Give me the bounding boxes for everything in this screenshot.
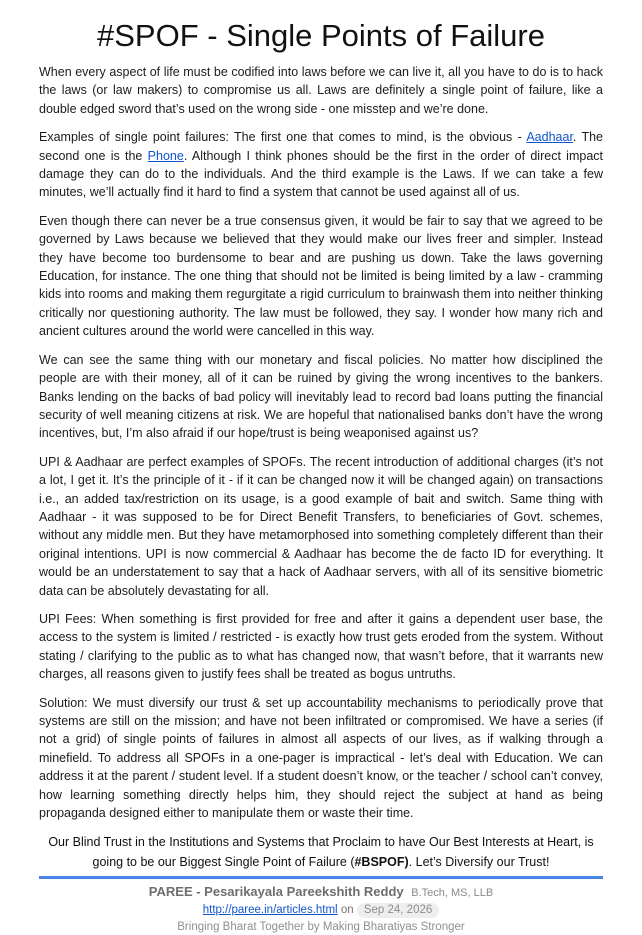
aadhaar-link[interactable]: Aadhaar — [526, 130, 573, 145]
page-title: #SPOF - Single Points of Failure — [97, 18, 545, 53]
article-body — [39, 63, 603, 822]
footer — [39, 883, 603, 935]
url-on-text: on — [340, 904, 354, 917]
paragraph-6: UPI Fees: When something is first provided for free and after it gains a dependent user base, the access to the system is limited / restricted - is exactly how trust gets eroded from the system. Without stating / clarifying to the public as to what has changed now, that wasn’t before, that it warrants new charges, all reasons given to justify fees shall be treated as bogus untruths. — [39, 611, 603, 682]
author-line — [39, 883, 603, 902]
paragraph-4: We can see the same thing with our monetary and fiscal policies. No matter how disciplined the people are with their money, all of it can be ruined by giving the wrong incentives to the bankers. Banks lending on the backs of bad policy will inevitably lead to record bad loans putting the financial security of well meaning citizens at risk. We are hopeful that nationalised banks don’t have the wrong incentives, but, I’m also afraid if our hope/trust is being weaponised against us? — [39, 352, 603, 441]
closing-statement — [39, 832, 603, 872]
author-credentials: B.Tech, MS, LLB — [411, 887, 494, 900]
articles-url-link[interactable]: http://paree.in/articles.html — [202, 904, 338, 917]
footer-divider — [39, 876, 603, 879]
paragraph-2-text-b: . The second one is the — [39, 130, 603, 163]
author-name: PAREE - Pesarikayala Pareekshith Reddy — [148, 884, 404, 900]
closing-hashtag: #BSPOF) — [354, 855, 409, 870]
closing-text-a: Our Blind Trust in the Institutions and Systems that Proclaim to have Our Best Interests at Heart, is going to be our Biggest Single Point of Failure ( — [48, 835, 594, 870]
paragraph-7: Solution: We must diversify our trust & set up accountability mechanisms to periodically prove that systems are still on the mission; and have not been infiltrated or compromised. We have a series (if not a grid) of single points of failures in almost all aspects of our lives, as if walking through a minefield. To address all SPOFs in a one-pager is impractical - let’s deal with Education. We can address it at the parent / student level. If a student doesn’t know, or the teacher / school can’t convey, how learning something directly helps him, they should reject the subject at hand as being propaganda designed either to manipulate them or waste their time. — [39, 695, 603, 821]
closing-text-b: . Let’s Diversify our Trust! — [408, 855, 550, 870]
paragraph-2-text-a: Examples of single point failures: The first one that comes to mind, is the obvious - — [39, 130, 527, 145]
paragraph-2-text-c: . Although I think phones should be the first in the order of direct impact damage they can do to the individuals. And the third example is the Laws. If we can take a few minutes, we’ll actually find it hard to find a system that cannot be used against all of us. — [39, 148, 604, 200]
phone-link[interactable]: Phone — [147, 148, 184, 163]
paragraph-1: When every aspect of life must be codified into laws before we can live it, all you have to do is to hack the laws (or law makers) to compromise us all. Laws are definitely a single point of failure, like a double edged sword that’s used on the wrong side - one misstep and we’re done. — [39, 65, 603, 116]
paragraph-2 — [39, 128, 603, 202]
date-badge: Sep 24, 2026 — [357, 903, 439, 918]
tagline: Bringing Bharat Together by Making Bharatiyas Stronger — [177, 921, 465, 934]
url-line — [39, 902, 603, 919]
paragraph-5: UPI & Aadhaar are perfect examples of SPOFs. The recent introduction of additional charges (it’s not a lot, I get it. It’s the principle of it - if it can be changed now it will be changed again) on transactions i.e., an added tax/restriction on its usage, is a good example of bait and switch. Same thing with Aadhaar - it was supposed to be for Direct Benefit Transfers, to beneficiaries of Govt. schemes, without any middle men. But they have metamorphosed into something completely different than their original intentions. UPI is now commercial & Aadhaar has become the de facto ID for everything. It would be an understatement to say that a hack of Aadhaar servers, with all of its sensitive biometric data can be absolutely devastating for all. — [39, 454, 603, 598]
paragraph-3: Even though there can never be a true consensus given, it would be fair to say that we agreed to be governed by Laws because we believed that they would make our lives freer and simpler. Instead they have become too burdensome to bear and are pushing us down. Take the laws governing Education, for instance. The one thing that should not be limited is being limited by a law - cramming kids into rooms and making them regurgitate a rigid curriculum to brainwash them into neither thinking critically nor questioning authority. The law must be followed, they say. I wonder how many rich and ancient cultures around the world were cancelled in this way. — [39, 213, 603, 339]
